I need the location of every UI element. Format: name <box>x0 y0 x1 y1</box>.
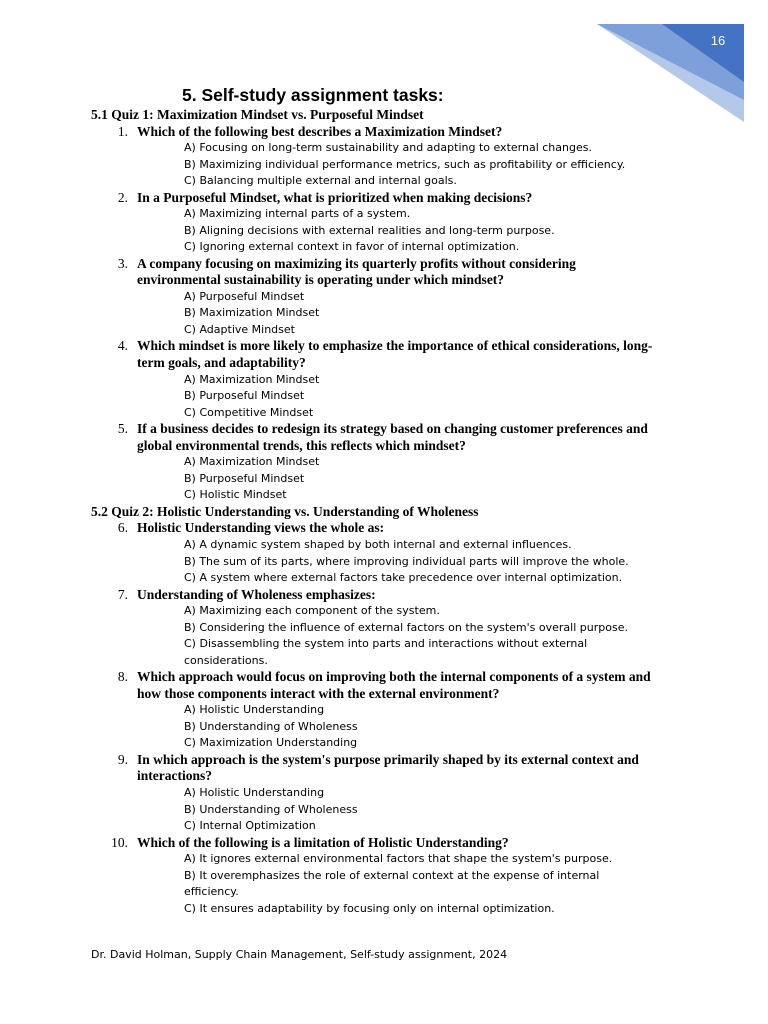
answer-option: C) Disassembling the system into parts and interactions without external considerations. <box>184 637 588 667</box>
answer-options <box>184 785 654 835</box>
answer-option: C) Competitive Mindset <box>184 405 314 419</box>
section-title: 5.2 Quiz 2: Holistic Understanding vs. Understanding of Wholeness <box>91 503 479 519</box>
question-item <box>0 669 768 752</box>
answer-option: A) Maximizing internal parts of a system. <box>184 207 411 221</box>
question-item <box>0 520 768 586</box>
answer-option: A) Focusing on long-term sustainability and adapting to external changes. <box>184 141 592 155</box>
answer-option: C) Internal Optimization <box>184 819 316 832</box>
answer-options <box>184 851 654 917</box>
answer-option: A) It ignores external environmental factors that shape the system's purpose. <box>184 852 613 866</box>
question-text: Which of the following best describes a Maximization Mindset? <box>137 123 503 139</box>
answer-option: B) Understanding of Wholeness <box>184 719 358 733</box>
page-heading: 5. Self-study assignment tasks: <box>182 85 444 105</box>
question-item <box>0 421 768 504</box>
answer-option: B) Maximization Mindset <box>184 306 320 320</box>
answer-option: B) Purposeful Mindset <box>184 389 305 403</box>
question-text: If a business decides to redesign its strategy based on changing customer preferences and global environmental trends, this reflects which mindset? <box>137 421 648 453</box>
question-item <box>0 256 768 339</box>
answer-option: A) Holistic Understanding <box>184 786 325 799</box>
answer-option: A) A dynamic system shaped by both internal and external influences. <box>184 538 572 552</box>
page-number: 16 <box>710 33 726 48</box>
answer-option: C) Ignoring external context in favor of internal optimization. <box>184 240 520 254</box>
answer-options <box>184 372 654 422</box>
question-number: 1. <box>117 123 128 139</box>
question-number: 9. <box>117 751 128 767</box>
question-text: Which of the following is a limitation of Holistic Understanding? <box>137 834 509 850</box>
answer-options <box>184 702 654 752</box>
answer-option: A) Maximization Mindset <box>184 455 320 469</box>
answer-option: C) Holistic Mindset <box>184 488 287 502</box>
answer-options <box>184 206 654 256</box>
answer-option: A) Purposeful Mindset <box>184 289 305 303</box>
question-item <box>0 752 768 835</box>
answer-options <box>184 454 654 504</box>
answer-options <box>184 537 654 587</box>
question-text: Which mindset is more likely to emphasize the importance of ethical considerations, long-term goals, and adaptability? <box>137 338 653 371</box>
answer-option: B) It overemphasizes the role of external context at the expense of internal efficiency. <box>184 868 600 899</box>
question-text: Holistic Understanding views the whole as: <box>137 520 385 536</box>
question-number: 8. <box>117 669 128 685</box>
question-item <box>0 124 768 190</box>
section-title: 5.1 Quiz 1: Maximization Mindset vs. Purposeful Mindset <box>91 107 424 122</box>
answer-options <box>184 140 654 190</box>
answer-option: B) Considering the influence of external factors on the system's overall purpose. <box>184 620 628 634</box>
question-item <box>0 338 768 421</box>
question-item <box>0 190 768 256</box>
quiz-content <box>0 107 768 917</box>
answer-option: A) Maximization Mindset <box>184 372 320 386</box>
question-text: Which approach would focus on improving both the internal components of a system and how those components interact with the external environment? <box>137 669 651 701</box>
question-text: In which approach is the system's purpose primarily shaped by its external context and interactions? <box>137 751 639 784</box>
question-item <box>0 587 768 670</box>
page-footer: Dr. David Holman, Supply Chain Management, Self-study assignment, 2024 <box>91 948 508 961</box>
answer-option: A) Maximizing each component of the system. <box>184 604 440 618</box>
answer-option: B) Maximizing individual performance metrics, such as profitability or efficiency. <box>184 157 626 171</box>
answer-option: C) Balancing multiple external and internal goals. <box>184 174 457 188</box>
question-number: 4. <box>117 338 128 354</box>
answer-options <box>184 603 654 669</box>
answer-option: C) Maximization Understanding <box>184 736 358 750</box>
answer-option: C) A system where external factors take precedence over internal optimization. <box>184 571 623 585</box>
question-text: A company focusing on maximizing its quarterly profits without considering environmental sustainability is operating under which mindset? <box>137 255 576 288</box>
question-number: 5. <box>117 421 128 437</box>
answer-option: B) Purposeful Mindset <box>184 471 305 485</box>
answer-option: B) Understanding of Wholeness <box>184 802 358 816</box>
question-number: 10. <box>111 834 128 850</box>
question-number: 3. <box>117 255 128 271</box>
answer-option: C) It ensures adaptability by focusing only on internal optimization. <box>184 901 555 915</box>
question-number: 2. <box>117 189 128 205</box>
answer-option: A) Holistic Understanding <box>184 703 325 717</box>
question-number: 6. <box>117 520 128 536</box>
answer-option: B) Aligning decisions with external realities and long-term purpose. <box>184 223 555 237</box>
answer-option: C) Adaptive Mindset <box>184 322 295 336</box>
answer-options <box>184 289 654 339</box>
answer-option: B) The sum of its parts, where improving individual parts will improve the whole. <box>184 554 629 568</box>
question-text: Understanding of Wholeness emphasizes: <box>137 586 376 602</box>
question-item <box>0 835 768 918</box>
question-number: 7. <box>117 586 128 602</box>
question-text: In a Purposeful Mindset, what is prioritized when making decisions? <box>137 189 533 205</box>
